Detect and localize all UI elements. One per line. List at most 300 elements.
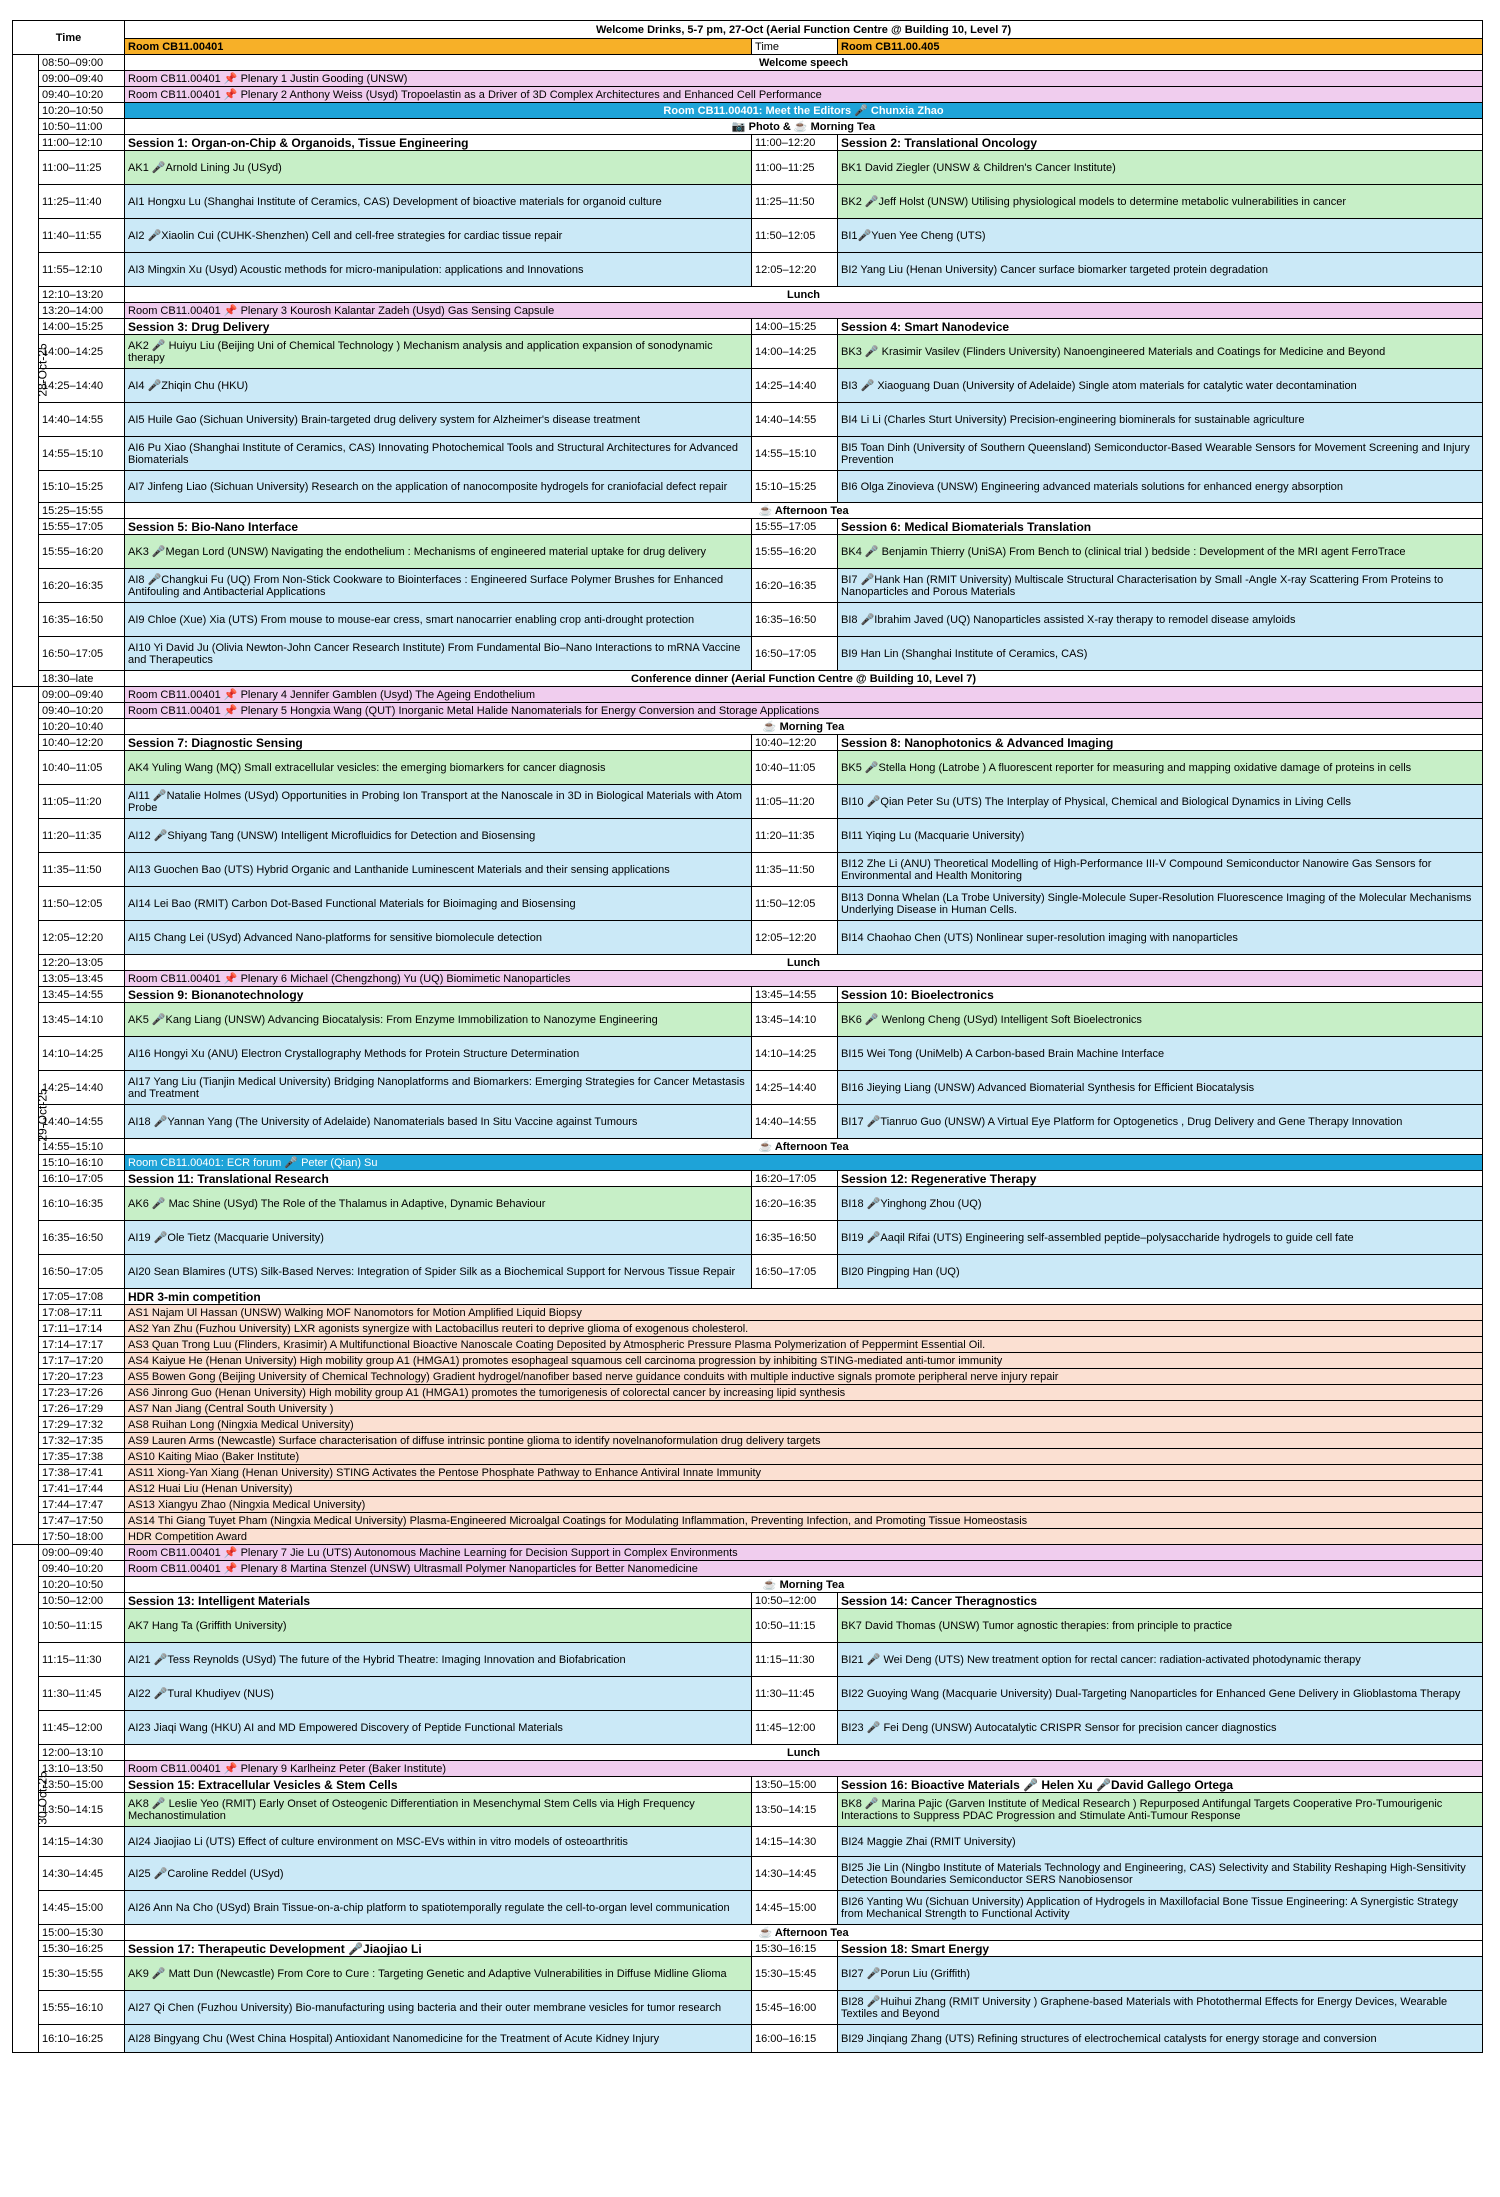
right-time-cell: 16:00–16:15 — [752, 2025, 838, 2053]
right-talk: BI23 🎤 Fei Deng (UNSW) Autocatalytic CRISPR Sensor for precision cancer diagnostics — [838, 1711, 1483, 1745]
room-right-header: Room CB11.00.405 — [838, 39, 1483, 55]
hdr-row — [13, 1385, 1483, 1401]
hdr-talk: AS8 Ruihan Long (Ningxia Medical University) — [125, 1417, 1483, 1433]
time-cell: 16:50–17:05 — [39, 1255, 125, 1289]
right-talk: BI20 Pingping Han (UQ) — [838, 1255, 1483, 1289]
right-talk: BI5 Toan Dinh (University of Southern Queensland) Semiconductor-Based Wearable Sensors for Movement Screening and Injury Prevention — [838, 437, 1483, 471]
left-talk: AI12 🎤Shiyang Tang (UNSW) Intelligent Microfluidics for Detection and Biosensing — [125, 819, 752, 853]
right-time-cell: 11:35–11:50 — [752, 853, 838, 887]
time-cell: 17:29–17:32 — [39, 1417, 125, 1433]
time-cell: 11:35–11:50 — [39, 853, 125, 887]
center-row — [13, 1745, 1483, 1761]
time-cell: 15:10–15:25 — [39, 471, 125, 503]
right-time-cell: 14:00–15:25 — [752, 319, 838, 335]
time-cell: 17:32–17:35 — [39, 1433, 125, 1449]
left-talk: AI8 🎤Changkui Fu (UQ) From Non-Stick Cookware to Biointerfaces : Engineered Surface Polymer Brushes for Enhanced Antifouling and Antibacterial Applications — [125, 569, 752, 603]
left-session-title: Session 5: Bio-Nano Interface — [125, 519, 752, 535]
room-left-header: Room CB11.00401 — [125, 39, 752, 55]
hdr-talk: AS6 Jinrong Guo (Henan University) High mobility group A1 (HMGA1) promotes the tumorigenesis of colorectal cancer by increasing lipid synthesis — [125, 1385, 1483, 1401]
session-header-row — [13, 1171, 1483, 1187]
right-talk: BI29 Jinqiang Zhang (UTS) Refining structures of electrochemical catalysts for energy storage and conversion — [838, 2025, 1483, 2053]
talk-row — [13, 819, 1483, 853]
right-talk: BI24 Maggie Zhai (RMIT University) — [838, 1827, 1483, 1857]
plenary-banner: Room CB11.00401 📌 Plenary 7 Jie Lu (UTS) Autonomous Machine Learning for Decision Support in Complex Environments — [125, 1545, 1483, 1561]
day-date-label — [13, 687, 50, 1545]
time-cell: 11:25–11:40 — [39, 185, 125, 219]
right-talk: BI10 🎤Qian Peter Su (UTS) The Interplay of Physical, Chemical and Biological Dynamics in Living Cells — [838, 785, 1483, 819]
right-time-cell: 13:50–15:00 — [752, 1777, 838, 1793]
time-cell: 14:15–14:30 — [39, 1827, 125, 1857]
left-talk: AI13 Guochen Bao (UTS) Hybrid Organic and Lanthanide Luminescent Materials and their sensing applications — [125, 853, 752, 887]
right-time-cell: 15:30–15:45 — [752, 1957, 838, 1991]
right-time-cell: 11:05–11:20 — [752, 785, 838, 819]
left-talk: AI15 Chang Lei (USyd) Advanced Nano-platforms for sensitive biomolecule detection — [125, 921, 752, 955]
right-talk: BI4 Li Li (Charles Sturt University) Precision-engineering biominerals for sustainable agriculture — [838, 403, 1483, 437]
day-date-text: 29-Oct-25 — [35, 1088, 50, 1142]
session-header-row — [13, 735, 1483, 751]
right-talk: BK5 🎤Stella Hong (Latrobe ) A fluorescent reporter for measuring and mapping oxidative damage of proteins in cells — [838, 751, 1483, 785]
feature-banner: Room CB11.00401: Meet the Editors 🎤 Chunxia Zhao — [125, 103, 1483, 119]
talk-row — [13, 921, 1483, 955]
right-time-cell: 16:20–17:05 — [752, 1171, 838, 1187]
time-cell: 17:20–17:23 — [39, 1369, 125, 1385]
time-cell: 17:17–17:20 — [39, 1353, 125, 1369]
time-cell: 09:40–10:20 — [39, 703, 125, 719]
talk-row — [13, 1677, 1483, 1711]
time-cell: 14:25–14:40 — [39, 1071, 125, 1105]
right-time-cell: 13:45–14:10 — [752, 1003, 838, 1037]
time-cell: 09:00–09:40 — [39, 687, 125, 703]
center-row — [13, 719, 1483, 735]
right-time-cell: 16:50–17:05 — [752, 1255, 838, 1289]
time-cell: 16:35–16:50 — [39, 1221, 125, 1255]
session-header-row — [13, 519, 1483, 535]
hdr-row — [13, 1529, 1483, 1545]
right-time-cell: 16:20–16:35 — [752, 569, 838, 603]
time-cell: 14:00–14:25 — [39, 335, 125, 369]
center-row — [13, 503, 1483, 519]
left-talk: AK9 🎤 Matt Dun (Newcastle) From Core to Cure : Targeting Genetic and Adaptive Vulnerabilities in Diffuse Midline Glioma — [125, 1957, 752, 1991]
left-talk: AK1 🎤Arnold Lining Ju (USyd) — [125, 151, 752, 185]
break-banner: ☕ Afternoon Tea — [125, 1925, 1483, 1941]
right-time-cell: 15:55–17:05 — [752, 519, 838, 535]
talk-row — [13, 1891, 1483, 1925]
left-talk: AI22 🎤Tural Khudiyev (NUS) — [125, 1677, 752, 1711]
right-session-title: Session 4: Smart Nanodevice — [838, 319, 1483, 335]
hdr-row — [13, 1337, 1483, 1353]
left-session-title: Session 3: Drug Delivery — [125, 319, 752, 335]
header-row-1 — [13, 21, 1483, 39]
time-cell: 15:30–16:25 — [39, 1941, 125, 1957]
right-talk: BK3 🎤 Krasimir Vasilev (Flinders University) Nanoengineered Materials and Coatings for Medicine and Beyond — [838, 335, 1483, 369]
left-talk: AI24 Jiaojiao Li (UTS) Effect of culture environment on MSC-EVs within in vitro models of osteoarthritis — [125, 1827, 752, 1857]
hdr-row — [13, 1321, 1483, 1337]
time-cell: 12:20–13:05 — [39, 955, 125, 971]
right-time-cell: 11:50–12:05 — [752, 887, 838, 921]
right-time-cell: 16:20–16:35 — [752, 1187, 838, 1221]
right-talk: BI1🎤Yuen Yee Cheng (UTS) — [838, 219, 1483, 253]
left-talk: AI26 Ann Na Cho (USyd) Brain Tissue-on-a-chip platform to spatiotemporally regulate the cell-to-organ level communication — [125, 1891, 752, 1925]
talk-row — [13, 1187, 1483, 1221]
right-talk: BI8 🎤Ibrahim Javed (UQ) Nanoparticles assisted X-ray therapy to remodel disease amyloids — [838, 603, 1483, 637]
right-time-cell: 16:35–16:50 — [752, 603, 838, 637]
right-time-cell: 11:15–11:30 — [752, 1643, 838, 1677]
time-cell: 13:50–14:15 — [39, 1793, 125, 1827]
talk-row — [13, 1003, 1483, 1037]
right-talk: BI9 Han Lin (Shanghai Institute of Ceramics, CAS) — [838, 637, 1483, 671]
right-session-title: Session 10: Bioelectronics — [838, 987, 1483, 1003]
hdr-row — [13, 1497, 1483, 1513]
time-cell: 14:10–14:25 — [39, 1037, 125, 1071]
right-time-cell: 10:40–11:05 — [752, 751, 838, 785]
left-session-title: Session 7: Diagnostic Sensing — [125, 735, 752, 751]
break-banner: ☕ Afternoon Tea — [125, 503, 1483, 519]
time-cell: 17:50–18:00 — [39, 1529, 125, 1545]
time-cell: 10:50–11:00 — [39, 119, 125, 135]
plenary-row — [13, 1545, 1483, 1561]
right-time-cell: 14:55–15:10 — [752, 437, 838, 471]
left-talk: AK3 🎤Megan Lord (UNSW) Navigating the endothelium : Mechanisms of engineered material uptake for drug delivery — [125, 535, 752, 569]
time-cell: 11:00–12:10 — [39, 135, 125, 151]
left-talk: AI20 Sean Blamires (UTS) Silk-Based Nerves: Integration of Spider Silk as a Biochemical Support for Nervous Tissue Repair — [125, 1255, 752, 1289]
time-cell: 17:47–17:50 — [39, 1513, 125, 1529]
break-banner: 📷 Photo & ☕ Morning Tea — [125, 119, 1483, 135]
time-cell: 10:50–12:00 — [39, 1593, 125, 1609]
time-cell: 16:10–16:35 — [39, 1187, 125, 1221]
talk-row — [13, 369, 1483, 403]
hdr-talk: AS4 Kaiyue He (Henan University) High mobility group A1 (HMGA1) promotes esophageal squamous cell carcinoma progression by inhibiting STING-mediated anti-tumor immunity — [125, 1353, 1483, 1369]
time-cell: 17:11–17:14 — [39, 1321, 125, 1337]
talk-row — [13, 1255, 1483, 1289]
center-row — [13, 955, 1483, 971]
time-cell: 11:15–11:30 — [39, 1643, 125, 1677]
time-cell: 15:00–15:30 — [39, 1925, 125, 1941]
left-talk: AK6 🎤 Mac Shine (USyd) The Role of the Thalamus in Adaptive, Dynamic Behaviour — [125, 1187, 752, 1221]
time-cell: 16:35–16:50 — [39, 603, 125, 637]
welcome-drinks-banner: Welcome Drinks, 5-7 pm, 27-Oct (Aerial Function Centre @ Building 10, Level 7) — [125, 21, 1483, 39]
left-talk: AK5 🎤Kang Liang (UNSW) Advancing Biocatalysis: From Enzyme Immobilization to Nanozyme Engineering — [125, 1003, 752, 1037]
time-cell: 10:20–10:50 — [39, 103, 125, 119]
center-row — [13, 671, 1483, 687]
right-time-cell: 16:35–16:50 — [752, 1221, 838, 1255]
left-talk: AK7 Hang Ta (Griffith University) — [125, 1609, 752, 1643]
time-cell: 12:00–13:10 — [39, 1745, 125, 1761]
right-time-cell: 12:05–12:20 — [752, 253, 838, 287]
time-cell: 09:00–09:40 — [39, 71, 125, 87]
time-cell: 14:00–15:25 — [39, 319, 125, 335]
talk-row — [13, 1711, 1483, 1745]
left-talk: AI10 Yi David Ju (Olivia Newton-John Cancer Research Institute) From Fundamental Bio–Nano Interactions to mRNA Vaccine and Therapeutics — [125, 637, 752, 671]
right-time-cell: 14:00–14:25 — [752, 335, 838, 369]
right-talk: BI16 Jieying Liang (UNSW) Advanced Biomaterial Synthesis for Efficient Biocatalysis — [838, 1071, 1483, 1105]
break-banner: ☕ Morning Tea — [125, 1577, 1483, 1593]
right-time-cell: 14:25–14:40 — [752, 369, 838, 403]
time-cell: 15:55–16:20 — [39, 535, 125, 569]
hdr-talk: AS9 Lauren Arms (Newcastle) Surface characterisation of diffuse intrinsic pontine glioma to identify novelnanoformulation drug delivery targets — [125, 1433, 1483, 1449]
time-cell: 11:45–12:00 — [39, 1711, 125, 1745]
talk-row — [13, 637, 1483, 671]
right-time-cell: 14:30–14:45 — [752, 1857, 838, 1891]
right-time-cell: 14:10–14:25 — [752, 1037, 838, 1071]
time-cell: 13:45–14:10 — [39, 1003, 125, 1037]
time-cell: 14:55–15:10 — [39, 437, 125, 471]
time-cell: 17:38–17:41 — [39, 1465, 125, 1481]
session-header-row — [13, 319, 1483, 335]
right-time-cell: 15:45–16:00 — [752, 1991, 838, 2025]
left-talk: AI14 Lei Bao (RMIT) Carbon Dot-Based Functional Materials for Bioimaging and Biosensing — [125, 887, 752, 921]
talk-row — [13, 253, 1483, 287]
time-cell: 14:30–14:45 — [39, 1857, 125, 1891]
right-talk: BI11 Yiqing Lu (Macquarie University) — [838, 819, 1483, 853]
right-time-cell: 14:15–14:30 — [752, 1827, 838, 1857]
right-session-title: Session 18: Smart Energy — [838, 1941, 1483, 1957]
talk-row — [13, 1105, 1483, 1139]
right-talk: BI25 Jie Lin (Ningbo Institute of Materials Technology and Engineering, CAS) Selectivity and Stability Reshaping High-Sensitivity Detection Boundaries Semiconductor SERS Nanobiosensor — [838, 1857, 1483, 1891]
hdr-talk: AS11 Xiong-Yan Xiang (Henan University) STING Activates the Pentose Phosphate Pathway to Enhance Antiviral Innate Immunity — [125, 1465, 1483, 1481]
session-header-row — [13, 987, 1483, 1003]
left-session-title: Session 1: Organ-on-Chip & Organoids, Tissue Engineering — [125, 135, 752, 151]
right-talk: BI22 Guoying Wang (Macquarie University) Dual-Targeting Nanoparticles for Enhanced Gene Delivery in Glioblastoma Therapy — [838, 1677, 1483, 1711]
right-time-cell: 15:30–16:15 — [752, 1941, 838, 1957]
plenary-row — [13, 87, 1483, 103]
time-cell: 11:00–11:25 — [39, 151, 125, 185]
right-time-cell: 15:10–15:25 — [752, 471, 838, 503]
talk-row — [13, 1643, 1483, 1677]
time-cell: 14:55–15:10 — [39, 1139, 125, 1155]
right-time-cell: 14:25–14:40 — [752, 1071, 838, 1105]
plenary-banner: Room CB11.00401 📌 Plenary 1 Justin Gooding (UNSW) — [125, 71, 1483, 87]
time-cell: 11:05–11:20 — [39, 785, 125, 819]
left-talk: AI23 Jiaqi Wang (HKU) AI and MD Empowered Discovery of Peptide Functional Materials — [125, 1711, 752, 1745]
right-talk: BI28 🎤Huihui Zhang (RMIT University ) Graphene-based Materials with Photothermal Effects for Energy Devices, Wearable Textiles and Beyond — [838, 1991, 1483, 2025]
time-cell: 09:40–10:20 — [39, 87, 125, 103]
left-talk: AI19 🎤Ole Tietz (Macquarie University) — [125, 1221, 752, 1255]
talk-row — [13, 1857, 1483, 1891]
right-session-title: Session 8: Nanophotonics & Advanced Imaging — [838, 735, 1483, 751]
left-talk: AI11 🎤Natalie Holmes (USyd) Opportunities in Probing Ion Transport at the Nanoscale in 3D in Biological Materials with Atom Probe — [125, 785, 752, 819]
talk-row — [13, 437, 1483, 471]
left-talk: AK2 🎤 Huiyu Liu (Beijing Uni of Chemical Technology ) Mechanism analysis and application expansion of sonodynamic therapy — [125, 335, 752, 369]
talk-row — [13, 569, 1483, 603]
left-talk: AI27 Qi Chen (Fuzhou University) Bio-manufacturing using bacteria and their outer membrane vesicles for tumor research — [125, 1991, 752, 2025]
day-date-text: 30-Oct-25 — [35, 1771, 50, 1825]
talk-row — [13, 535, 1483, 569]
center-row — [13, 1925, 1483, 1941]
plenary-row — [13, 687, 1483, 703]
right-time-cell: 13:50–14:15 — [752, 1793, 838, 1827]
plenary-banner: Room CB11.00401 📌 Plenary 5 Hongxia Wang (QUT) Inorganic Metal Halide Nanomaterials for Energy Conversion and Storage Applications — [125, 703, 1483, 719]
talk-row — [13, 185, 1483, 219]
left-talk: AI28 Bingyang Chu (West China Hospital) Antioxidant Nanomedicine for the Treatment of Acute Kidney Injury — [125, 2025, 752, 2053]
right-talk: BI27 🎤Porun Liu (Griffith) — [838, 1957, 1483, 1991]
center-row — [13, 1139, 1483, 1155]
time-cell: 10:40–12:20 — [39, 735, 125, 751]
time-cell: 17:23–17:26 — [39, 1385, 125, 1401]
plenary-banner: Room CB11.00401 📌 Plenary 4 Jennifer Gamblen (Usyd) The Ageing Endothelium — [125, 687, 1483, 703]
break-banner: Lunch — [125, 955, 1483, 971]
feature-banner: Room CB11.00401: ECR forum 🎤 Peter (Qian) Su — [125, 1155, 1483, 1171]
right-time-cell: 16:50–17:05 — [752, 637, 838, 671]
time-cell: 17:35–17:38 — [39, 1449, 125, 1465]
hdr-talk: AS2 Yan Zhu (Fuzhou University) LXR agonists synergize with Lactobacillus reuteri to deprive glioma of exogenous cholesterol. — [125, 1321, 1483, 1337]
time-cell: 14:45–15:00 — [39, 1891, 125, 1925]
left-session-title: Session 13: Intelligent Materials — [125, 1593, 752, 1609]
hdr-row — [13, 1513, 1483, 1529]
hdrhead-row — [13, 1289, 1483, 1305]
left-session-title: Session 17: Therapeutic Development 🎤Jiaojiao Li — [125, 1941, 752, 1957]
right-time-cell: 11:00–12:20 — [752, 135, 838, 151]
left-talk: AI18 🎤Yannan Yang (The University of Adelaide) Nanomaterials based In Situ Vaccine against Tumours — [125, 1105, 752, 1139]
time-cell: 15:25–15:55 — [39, 503, 125, 519]
talk-row — [13, 603, 1483, 637]
talk-row — [13, 1609, 1483, 1643]
talk-row — [13, 1221, 1483, 1255]
left-session-title: Session 15: Extracellular Vesicles & Stem Cells — [125, 1777, 752, 1793]
talk-row — [13, 2025, 1483, 2053]
time-cell: 17:05–17:08 — [39, 1289, 125, 1305]
talk-row — [13, 1037, 1483, 1071]
left-talk: AK8 🎤 Leslie Yeo (RMIT) Early Onset of Osteogenic Differentiation in Mesenchymal Stem Cells via High Frequency Mechanostimulation — [125, 1793, 752, 1827]
hdr-row — [13, 1449, 1483, 1465]
right-session-title: Session 12: Regenerative Therapy — [838, 1171, 1483, 1187]
right-talk: BI21 🎤 Wei Deng (UTS) New treatment option for rectal cancer: radiation-activated photodynamic therapy — [838, 1643, 1483, 1677]
left-talk: AI4 🎤Zhiqin Chu (HKU) — [125, 369, 752, 403]
plenary-banner: Room CB11.00401 📌 Plenary 6 Michael (Chengzhong) Yu (UQ) Biomimetic Nanoparticles — [125, 971, 1483, 987]
session-header-row — [13, 1941, 1483, 1957]
talk-row — [13, 219, 1483, 253]
time-cell: 10:50–11:15 — [39, 1609, 125, 1643]
plenary-row — [13, 303, 1483, 319]
time-cell: 11:50–12:05 — [39, 887, 125, 921]
time-cell: 15:55–16:10 — [39, 1991, 125, 2025]
plenary-row — [13, 1561, 1483, 1577]
right-time-cell: 10:50–11:15 — [752, 1609, 838, 1643]
right-time-cell: 11:50–12:05 — [752, 219, 838, 253]
feature-row — [13, 103, 1483, 119]
header-row-2 — [13, 39, 1483, 55]
time-cell: 17:14–17:17 — [39, 1337, 125, 1353]
time-cell: 17:44–17:47 — [39, 1497, 125, 1513]
time-cell: 13:50–15:00 — [39, 1777, 125, 1793]
right-time-cell: 14:40–14:55 — [752, 403, 838, 437]
break-banner: ☕ Morning Tea — [125, 719, 1483, 735]
plenary-banner: Room CB11.00401 📌 Plenary 8 Martina Stenzel (UNSW) Ultrasmall Polymer Nanoparticles for Better Nanomedicine — [125, 1561, 1483, 1577]
left-talk: AI17 Yang Liu (Tianjin Medical University) Bridging Nanoplatforms and Biomarkers: Emerging Strategies for Cancer Metastasis and Treatment — [125, 1071, 752, 1105]
hdr-row — [13, 1417, 1483, 1433]
left-talk: AI25 🎤Caroline Reddel (USyd) — [125, 1857, 752, 1891]
time-cell: 16:50–17:05 — [39, 637, 125, 671]
hdr-row — [13, 1369, 1483, 1385]
right-time-cell: 11:00–11:25 — [752, 151, 838, 185]
time-cell: 16:20–16:35 — [39, 569, 125, 603]
time-cell: 15:10–16:10 — [39, 1155, 125, 1171]
right-talk: BK2 🎤Jeff Holst (UNSW) Utilising physiological models to determine metabolic vulnerabilities in cancer — [838, 185, 1483, 219]
right-time-cell: 11:20–11:35 — [752, 819, 838, 853]
plenary-banner: Room CB11.00401 📌 Plenary 3 Kourosh Kalantar Zadeh (Usyd) Gas Sensing Capsule — [125, 303, 1483, 319]
time-cell: 08:50–09:00 — [39, 55, 125, 71]
time-cell: 11:55–12:10 — [39, 253, 125, 287]
plenary-row — [13, 971, 1483, 987]
hdr-row — [13, 1353, 1483, 1369]
hdr-row — [13, 1465, 1483, 1481]
hdr-talk: AS12 Huai Liu (Henan University) — [125, 1481, 1483, 1497]
left-talk: AI1 Hongxu Lu (Shanghai Institute of Ceramics, CAS) Development of bioactive materials for organoid culture — [125, 185, 752, 219]
right-talk: BK1 David Ziegler (UNSW & Children's Cancer Institute) — [838, 151, 1483, 185]
hdr-talk: AS10 Kaiting Miao (Baker Institute) — [125, 1449, 1483, 1465]
right-time-cell: 15:55–16:20 — [752, 535, 838, 569]
hdr-title: HDR 3-min competition — [125, 1289, 1483, 1305]
session-header-row — [13, 135, 1483, 151]
left-session-title: Session 11: Translational Research — [125, 1171, 752, 1187]
hdr-talk: AS7 Nan Jiang (Central South University ) — [125, 1401, 1483, 1417]
session-header-row — [13, 1777, 1483, 1793]
right-time-cell: 10:40–12:20 — [752, 735, 838, 751]
talk-row — [13, 471, 1483, 503]
time-cell: 17:08–17:11 — [39, 1305, 125, 1321]
right-session-title: Session 2: Translational Oncology — [838, 135, 1483, 151]
center-row — [13, 55, 1483, 71]
right-time-cell: 10:50–12:00 — [752, 1593, 838, 1609]
right-talk: BI26 Yanting Wu (Sichuan University) Application of Hydrogels in Maxillofacial Bone Tissue Engineering: A Synergistic Strategy from Mechanical Strength to Functional Activity — [838, 1891, 1483, 1925]
time-cell: 17:26–17:29 — [39, 1401, 125, 1417]
time-cell: 15:30–15:55 — [39, 1957, 125, 1991]
time-cell: 09:00–09:40 — [39, 1545, 125, 1561]
right-talk: BI19 🎤Aaqil Rifai (UTS) Engineering self-assembled peptide–polysaccharide hydrogels to guide cell fate — [838, 1221, 1483, 1255]
right-talk: BK4 🎤 Benjamin Thierry (UniSA) From Bench to (clinical trial ) bedside : Development of the MRI agent FerroTrace — [838, 535, 1483, 569]
hdr-talk: AS1 Najam Ul Hassan (UNSW) Walking MOF Nanomotors for Motion Amplified Liquid Biopsy — [125, 1305, 1483, 1321]
right-time-cell: 14:40–14:55 — [752, 1105, 838, 1139]
day-date-label — [13, 1545, 50, 2053]
right-talk: BI17 🎤Tianruo Guo (UNSW) A Virtual Eye Platform for Optogenetics , Drug Delivery and Gene Therapy Innovation — [838, 1105, 1483, 1139]
right-talk: BI7 🎤Hank Han (RMIT University) Multiscale Structural Characterisation by Small -Angle X-ray Scattering From Proteins to Nanoparticles and Porous Materials — [838, 569, 1483, 603]
hdr-talk: AS14 Thi Giang Tuyet Pham (Ningxia Medical University) Plasma-Engineered Microalgal Coatings for Modulating Inflammation, Preventing Infection, and Promoting Tissue Homeostasis — [125, 1513, 1483, 1529]
time-cell: 11:30–11:45 — [39, 1677, 125, 1711]
time-cell: 10:20–10:40 — [39, 719, 125, 735]
break-banner: Lunch — [125, 1745, 1483, 1761]
talk-row — [13, 887, 1483, 921]
right-time-cell: 12:05–12:20 — [752, 921, 838, 955]
time-cell: 15:55–17:05 — [39, 519, 125, 535]
hdr-talk: AS3 Quan Trong Luu (Flinders, Krasimir) A Multifunctional Bioactive Nanoscale Coating Deposited by Atmospheric Pressure Plasma Polymerization of Peppermint Essential Oil. — [125, 1337, 1483, 1353]
time-cell: 14:40–14:55 — [39, 403, 125, 437]
time-cell: 11:40–11:55 — [39, 219, 125, 253]
time-cell: 14:25–14:40 — [39, 369, 125, 403]
hdr-talk: AS5 Bowen Gong (Beijing University of Chemical Technology) Gradient hydrogel/nanofiber based nerve guidance conduits with multiple inductive signals promote peripheral nerve injury repair — [125, 1369, 1483, 1385]
talk-row — [13, 853, 1483, 887]
program-table — [12, 20, 1483, 2053]
time-cell: 11:20–11:35 — [39, 819, 125, 853]
right-talk: BI15 Wei Tong (UniMelb) A Carbon-based Brain Machine Interface — [838, 1037, 1483, 1071]
talk-row — [13, 1991, 1483, 2025]
time-cell: 16:10–17:05 — [39, 1171, 125, 1187]
break-banner: ☕ Afternoon Tea — [125, 1139, 1483, 1155]
time-column-header: Time — [13, 21, 125, 55]
right-talk: BK8 🎤 Marina Pajic (Garven Institute of Medical Research ) Repurposed Antifungal Targets Cooperative Pro-Tumourigenic Interactions to Suppress PDAC Progression and Stimulate Anti-Tumour Response — [838, 1793, 1483, 1827]
left-talk: AI16 Hongyi Xu (ANU) Electron Crystallography Methods for Protein Structure Determination — [125, 1037, 752, 1071]
time-cell: 10:20–10:50 — [39, 1577, 125, 1593]
time-cell: 10:40–11:05 — [39, 751, 125, 785]
left-talk: AI6 Pu Xiao (Shanghai Institute of Ceramics, CAS) Innovating Photochemical Tools and Structural Architectures for Advanced Biomaterials — [125, 437, 752, 471]
center-row — [13, 1577, 1483, 1593]
day-date-label — [13, 55, 50, 687]
right-time-cell: 14:45–15:00 — [752, 1891, 838, 1925]
program-sheet — [12, 20, 1482, 2053]
time-cell: 18:30–late — [39, 671, 125, 687]
talk-row — [13, 751, 1483, 785]
right-talk: BI6 Olga Zinovieva (UNSW) Engineering advanced materials solutions for enhanced energy absorption — [838, 471, 1483, 503]
right-time-cell: 11:25–11:50 — [752, 185, 838, 219]
time-cell: 13:20–14:00 — [39, 303, 125, 319]
